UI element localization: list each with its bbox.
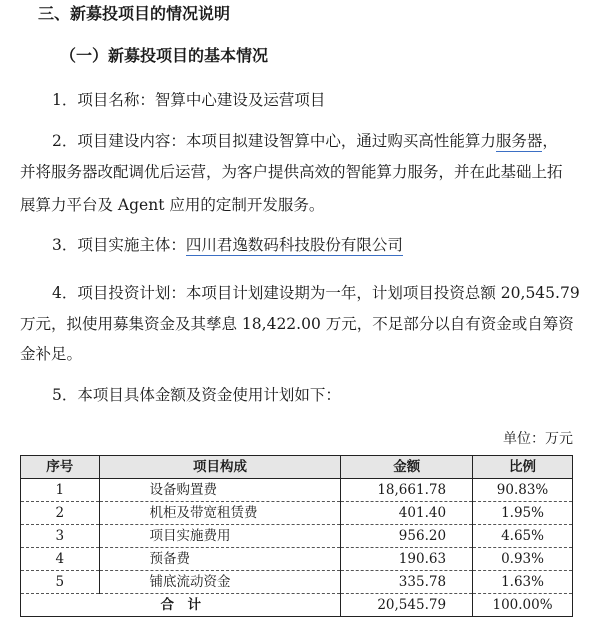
- row-ratio: 1.63%: [473, 571, 573, 594]
- fund-usage-table: [20, 455, 573, 617]
- total-amount: 20,545.79: [341, 594, 473, 617]
- row-amount: 401.40: [341, 502, 473, 525]
- section-title: 三、新募投项目的情况说明: [38, 4, 231, 23]
- row-item: 设备购置费: [99, 479, 341, 502]
- fund-plan-intro: 5．本项目具体金额及资金使用计划如下：: [52, 386, 341, 404]
- table-row: [21, 525, 573, 548]
- row-item: 预备费: [99, 548, 341, 571]
- row-amount: 190.63: [341, 548, 473, 571]
- header-item: 项目构成: [99, 456, 341, 479]
- row-item: 项目实施费用: [99, 525, 341, 548]
- project-name-paragraph: 1．项目名称：智算中心建设及运营项目: [52, 91, 326, 109]
- server-link[interactable]: 服务器: [495, 132, 543, 150]
- project-content-punct: ，: [542, 132, 558, 150]
- table-header-row: [21, 456, 573, 479]
- header-no: 序号: [21, 456, 100, 479]
- total-ratio: 100.00%: [473, 594, 573, 617]
- total-label: 合 计: [21, 594, 341, 617]
- table-row: [21, 571, 573, 594]
- row-item: 机柜及带宽租赁费: [99, 502, 341, 525]
- subsection-title: （一）新募投项目的基本情况: [60, 46, 269, 65]
- header-ratio: 比例: [473, 456, 573, 479]
- row-ratio: 0.93%: [473, 548, 573, 571]
- table-row: [21, 548, 573, 571]
- project-content-text: 2．项目建设内容：本项目拟建设智算中心，通过购买高性能算力: [52, 132, 496, 150]
- project-content-line-1: [52, 130, 615, 152]
- row-ratio: 4.65%: [473, 525, 573, 548]
- row-no: 3: [21, 525, 100, 548]
- row-amount: 956.20: [341, 525, 473, 548]
- unit-label: 单位：万元: [503, 431, 573, 447]
- header-amount: 金额: [341, 456, 473, 479]
- row-ratio: 90.83%: [473, 479, 573, 502]
- row-no: 5: [21, 571, 100, 594]
- company-link[interactable]: 四川君逸数码科技股份有限公司: [185, 236, 403, 254]
- row-no: 1: [21, 479, 100, 502]
- row-no: 4: [21, 548, 100, 571]
- row-no: 2: [21, 502, 100, 525]
- implementing-entity-paragraph: [52, 234, 615, 256]
- table-row: [21, 479, 573, 502]
- table-row: [21, 502, 573, 525]
- project-content-line-2: 并将服务器改配调优后运营，为客户提供高效的智能算力服务，并在此基础上拓: [20, 163, 563, 181]
- row-amount: 18,661.78: [341, 479, 473, 502]
- project-content-line-3: 展算力平台及 Agent 应用的定制开发服务。: [20, 196, 325, 214]
- investment-plan-line-2: 万元，拟使用募集资金及其孳息 18,422.00 万元，不足部分以自有资金或自筹资: [20, 315, 574, 333]
- investment-plan-line-1: 4．项目投资计划：本项目计划建设期为一年，计划项目投资总额 20,545.79: [52, 284, 580, 302]
- table-total-row: [21, 594, 573, 617]
- implementing-entity-label: 3．项目实施主体：: [52, 236, 186, 254]
- investment-plan-line-3: 金补足。: [20, 345, 83, 363]
- row-amount: 335.78: [341, 571, 473, 594]
- row-ratio: 1.95%: [473, 502, 573, 525]
- row-item: 铺底流动资金: [99, 571, 341, 594]
